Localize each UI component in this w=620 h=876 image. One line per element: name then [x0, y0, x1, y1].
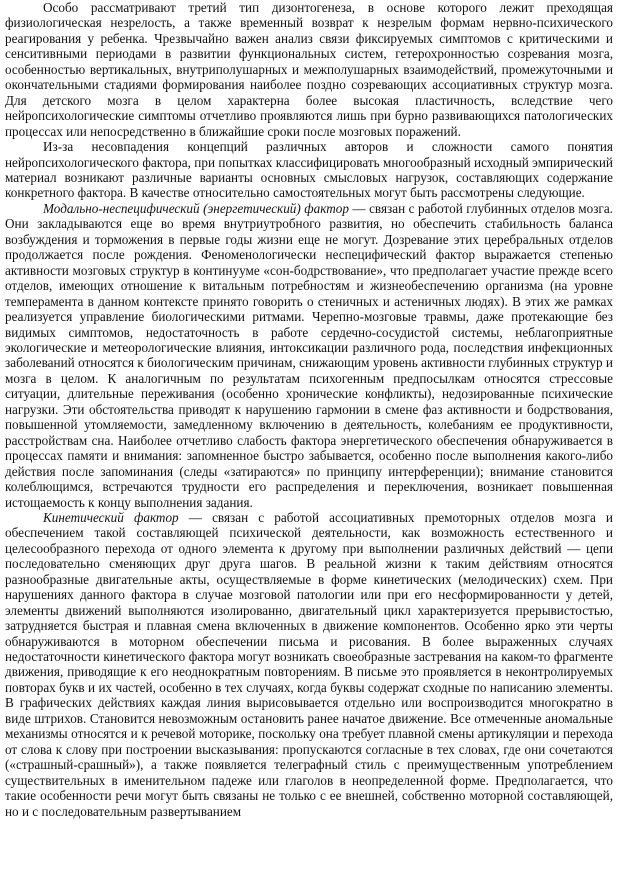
paragraph-text: — связан с работой ассоциативных премоторных отделов мозга и обеспечением такой составляющей психической деятельности, как возможность естественного и целесообразного перехода от одного элемента к другому при выполнении различных действий — цепи последовательно сменяющих друг друга шагов. В реальной жизни к таким действиям относятся разнообразные двигательные акты, осуществляемые в форме кинетических (мелодических) схем. При нарушениях данного фактора в случае мозговой патологии или при его несформированности у детей, элементы движений выполняются изолированно, двигательный цикл характеризуется прерывистостью, затрудняется быстрая и плавная смена включенных в движение компонентов. Особенно ярко эти черты обнаруживаются в моторном обеспечении письма и рисования. В более выраженных случаях недостаточности кинетического фактора могут возникать своеобразные застревания на каком-то фрагменте движения, приводящие к его неоднократным повторениям. В письме это проявляется в неконтролируемых повторах букв и их частей, особенно в тех случаях, когда буквы содержат сходные по написанию элементы. В графических действиях каждая линия вырисовывается отдельно или воспроизводится многократно в виде штрихов. Становится невозможным остановить ранее начатое движение. Все отмеченные аномальные механизмы относятся и к речевой моторике, поскольку она требует плавной смены артикуляции и перехода от слова к слову при построении высказывания: пропускаются согласные в тех словах, где они сочетаются («страшный-срашный»), а также появляется телеграфный стиль с преимущественным употреблением существительных в именительном падеже или глаголов в неопределенной форме. Предполагается, что такие особенности речи могут быть связаны не только с ее внешней, собственно моторной составляющей, но и с последовательным развертыванием [5, 509, 613, 819]
paragraph-factor-concepts [5, 139, 613, 201]
paragraph-text: Из-за несовпадения концепций различных авторов и сложности самого понятия нейропсихологического фактора, при попытках классифицировать многообразный исходный эмпирический материал возникают различные варианты основных смысловых нагрузок, составляющих содержание конкретного фактора. В качестве относительно самостоятельных могут быть рассмотрены следующие. [5, 139, 613, 201]
paragraph-text: — связан с работой глубинных отделов мозга. Они закладываются еще во время внутриутробного развития, но обеспечить стабильность баланса возбуждения и торможения в первые годы жизни еще не могут. Дозревание этих церебральных отделов продолжается после рождения. Феноменологически неспецифический фактор выражается степенью активности мозговых структур в континууме «сон-бодрствование», что предполагает участие прежде всего отделов, имеющих отношение к витальным потребностям и жизнеобеспечению организма (на уровне темперамента в данном контексте принято говорить о стеничных и астеничных людях). В этих же рамках реализуется управление биологическими ритмами. Черепно-мозговые травмы, даже протекающие без видимых симптомов, недостаточность в работе сердечно-сосудистой системы, неблагоприятные экологические и метеорологические влияния, интоксикации различного рода, последствия инфекционных заболеваний относятся к биологическим причинам, снижающим уровень активности глубинных структур и мозга в целом. К аналогичным по результатам психогенным предпосылкам относятся стрессовые ситуации, длительные переживания (особенно хронические конфликты), недозированные психические нагрузки. Эти обстоятельства приводят к нарушению гармонии в смене фаз активности и бодрствования, повышенной утомляемости, замедленному включению в деятельность, колебаниям ее продуктивности, расстройствам сна. Наиболее отчетливо слабость фактора энергетического обеспечения обнаруживается в процессах памяти и внимания: запомненное быстро забывается, особенно после выполнения какого-либо действия после запоминания (следы «затираются» по принципу интерференции); внимание становится колеблющимся, встречаются трудности его распределения и переключения, возникает повышенная истощаемость к концу выполнения задания. [5, 200, 613, 510]
paragraph-energetic-factor [5, 201, 613, 510]
paragraph-lead-term: Модально-неспецифический (энергетический) фактор [43, 200, 349, 216]
paragraph-lead-term: Кинетический фактор [43, 509, 179, 525]
paragraph-kinetic-factor [5, 510, 613, 819]
paragraph-text: Особо рассматривают третий тип дизонтогенеза, в основе которого лежит преходящая физиологическая незрелость, а также временный возврат к незрелым формам нервно-психического реагирования у ребенка. Чрезвычайно важен анализ связи фиксируемых симптомов с критическими и сенситивными периодами в развитии функциональных систем, гетерохронностью созревания мозга, особенностью вертикальных, внутриполушарных и межполушарных взаимодействий, промежуточными и окончательными стадиями формирования наиболее поздно созревающих ассоциативных структур мозга. Для детского мозга в целом характерна более высокая пластичность, вследствие чего нейропсихологические симптомы отчетливо проявляются лишь при бурно развивающихся патологических процессах или непосредственно в ближайшие сроки после мозговых поражений. [5, 0, 613, 139]
paragraph-dysontogenesis [5, 0, 613, 139]
